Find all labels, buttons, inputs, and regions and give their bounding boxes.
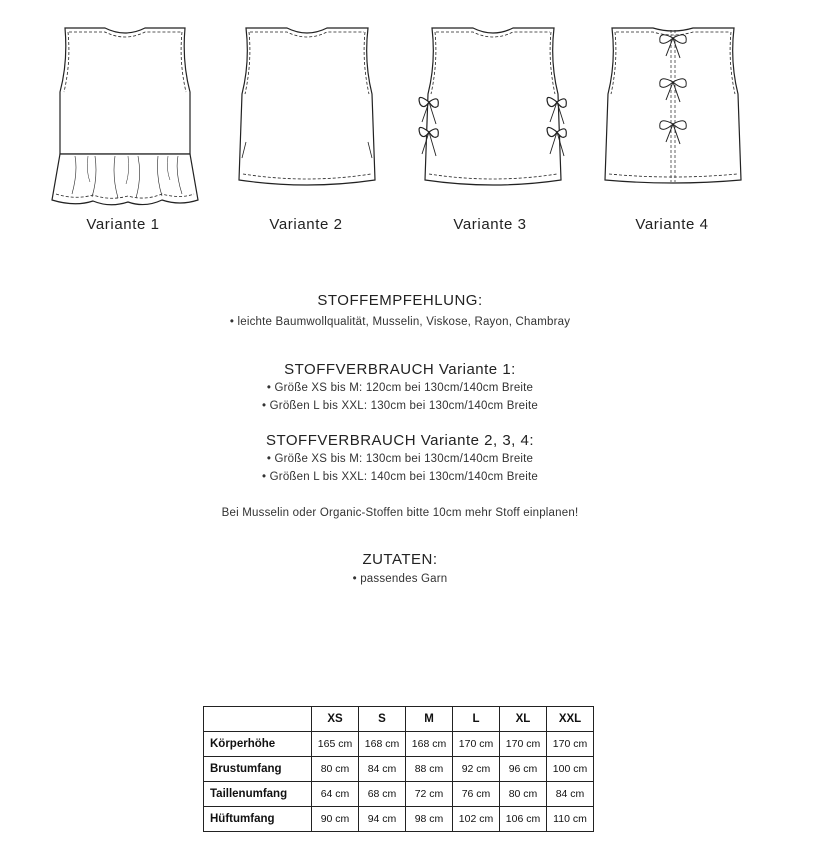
variant-2-drawing xyxy=(232,22,382,192)
variant-3-label: Variante 3 xyxy=(453,216,527,233)
variant-1-label: Variante 1 xyxy=(86,216,160,233)
table-cell: 100 cm xyxy=(547,757,594,782)
table-cell: 168 cm xyxy=(359,732,406,757)
table-cell: 90 cm xyxy=(312,807,359,832)
notions-heading: ZUTATEN: xyxy=(362,551,438,568)
table-cell: 84 cm xyxy=(547,782,594,807)
fabric-recommendation-heading: STOFFEMPFEHLUNG: xyxy=(317,292,483,309)
variant-1-drawing xyxy=(50,22,200,212)
fabric-note xyxy=(0,504,800,522)
table-cell: 88 cm xyxy=(406,757,453,782)
table-cell: 168 cm xyxy=(406,732,453,757)
fabric-usage-v1-heading: STOFFVERBRAUCH Variante 1: xyxy=(284,361,516,378)
table-cell: 80 cm xyxy=(500,782,547,807)
fabric-recommendation-section xyxy=(0,292,800,331)
table-row xyxy=(204,757,594,782)
table-cell: 64 cm xyxy=(312,782,359,807)
table-cell: 94 cm xyxy=(359,807,406,832)
table-row xyxy=(204,782,594,807)
size-table xyxy=(203,706,594,832)
table-cell: 102 cm xyxy=(453,807,500,832)
fabric-usage-v234-heading: STOFFVERBRAUCH Variante 2, 3, 4: xyxy=(265,432,535,449)
fabric-usage-v1-item: • Größe XS bis M: 120cm bei 130cm/140cm Breite xyxy=(266,382,534,394)
table-row xyxy=(204,732,594,757)
table-cell: 110 cm xyxy=(547,807,594,832)
fabric-usage-v234-section xyxy=(0,432,800,486)
table-cell: 98 cm xyxy=(406,807,453,832)
size-column-header: XXL xyxy=(547,707,594,732)
size-column-header: XS xyxy=(312,707,359,732)
notions-item: • passendes Garn xyxy=(352,573,448,585)
variant-2-label: Variante 2 xyxy=(269,216,343,233)
table-cell: 80 cm xyxy=(312,757,359,782)
fabric-usage-v1-item: • Größen L bis XXL: 130cm bei 130cm/140cm Breite xyxy=(262,400,538,412)
fabric-recommendation-item: • leichte Baumwollqualität, Musselin, Viskose, Rayon, Chambray xyxy=(229,316,571,328)
table-cell: 106 cm xyxy=(500,807,547,832)
table-cell: 72 cm xyxy=(406,782,453,807)
table-row xyxy=(204,807,594,832)
size-column-header: M xyxy=(406,707,453,732)
row-label: Hüftumfang xyxy=(204,807,312,832)
table-cell: 96 cm xyxy=(500,757,547,782)
fabric-usage-v234-item: • Größe XS bis M: 130cm bei 130cm/140cm Breite xyxy=(266,453,534,465)
size-column-header: XL xyxy=(500,707,547,732)
table-cell: 165 cm xyxy=(312,732,359,757)
row-label: Körperhöhe xyxy=(204,732,312,757)
table-cell: 170 cm xyxy=(500,732,547,757)
size-column-header: L xyxy=(453,707,500,732)
fabric-usage-v234-item: • Größen L bis XXL: 140cm bei 130cm/140cm Breite xyxy=(262,471,538,483)
variant-4-label: Variante 4 xyxy=(635,216,709,233)
size-column-header: S xyxy=(359,707,406,732)
size-table-header-row xyxy=(204,707,594,732)
size-table-corner xyxy=(204,707,312,732)
table-cell: 170 cm xyxy=(453,732,500,757)
variant-4-drawing xyxy=(598,22,748,192)
table-cell: 76 cm xyxy=(453,782,500,807)
table-cell: 170 cm xyxy=(547,732,594,757)
notions-section xyxy=(0,551,800,588)
row-label: Taillenumfang xyxy=(204,782,312,807)
fabric-note-text: Bei Musselin oder Organic-Stoffen bitte 10cm mehr Stoff einplanen! xyxy=(221,507,579,519)
row-label: Brustumfang xyxy=(204,757,312,782)
variant-3-drawing xyxy=(418,22,568,192)
table-cell: 84 cm xyxy=(359,757,406,782)
table-cell: 68 cm xyxy=(359,782,406,807)
table-cell: 92 cm xyxy=(453,757,500,782)
fabric-usage-v1-section xyxy=(0,361,800,415)
